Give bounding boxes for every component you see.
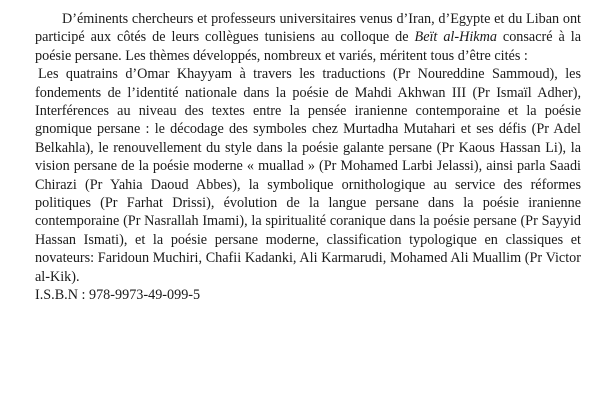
intro-paragraph bbox=[35, 10, 581, 65]
intro-text-start: D’éminents chercheurs et professeurs universitaires venus d’Iran, d’Egypte et du Liban ont participé aux côtés de leurs collègues tunisiens au colloque de bbox=[35, 11, 581, 46]
document-page bbox=[35, 10, 581, 305]
topics-paragraph: Les quatrains d’Omar Khayyam à travers les traductions (Pr Noureddine Sammoud), les fondements de l’identité nationale dans la poésie de Mahdi Akhwan III (Pr Ismaïl Adher), Interférences au niveau des textes entre la pensée iranienne contemporaine et la poésie gnomique persane : le décodage des symboles chez Murtadha Mutahari et ses défis (Pr Adel Belkahla), le renouvellement du style dans la poésie galante persane (Pr Kaous Hassan Li), la vision persane de la poésie moderne « muallad » (Pr Mohamed Larbi Jelassi), ainsi parla Saadi Chirazi (Pr Yahia Daoud Abbes), la symbolique ornithologique au service des réformes politiques (Pr Farhat Drissi), évolution de la langue persane dans la poésie iranienne contemporaine (Pr Nasrallah Imami), la spiritualité coranique dans la poésie persane (Pr Sayyid Hassan Ismati), et la poésie persane moderne, classification typologique en classiques et novateurs: Faridoun Muchiri, Chafii Kadanki, Ali Karmarudi, Mohamed Ali Muallim (Pr Victor al-Kik). bbox=[35, 66, 581, 285]
isbn-line: I.S.B.N : 978-9973-49-099-5 bbox=[35, 287, 201, 304]
intro-text-end: consacré à la poésie persane. Les thèmes développés, nombreux et variés, méritent tous d’être cités : bbox=[35, 29, 581, 64]
colloquium-name: Beït al-Hikma bbox=[414, 29, 497, 46]
